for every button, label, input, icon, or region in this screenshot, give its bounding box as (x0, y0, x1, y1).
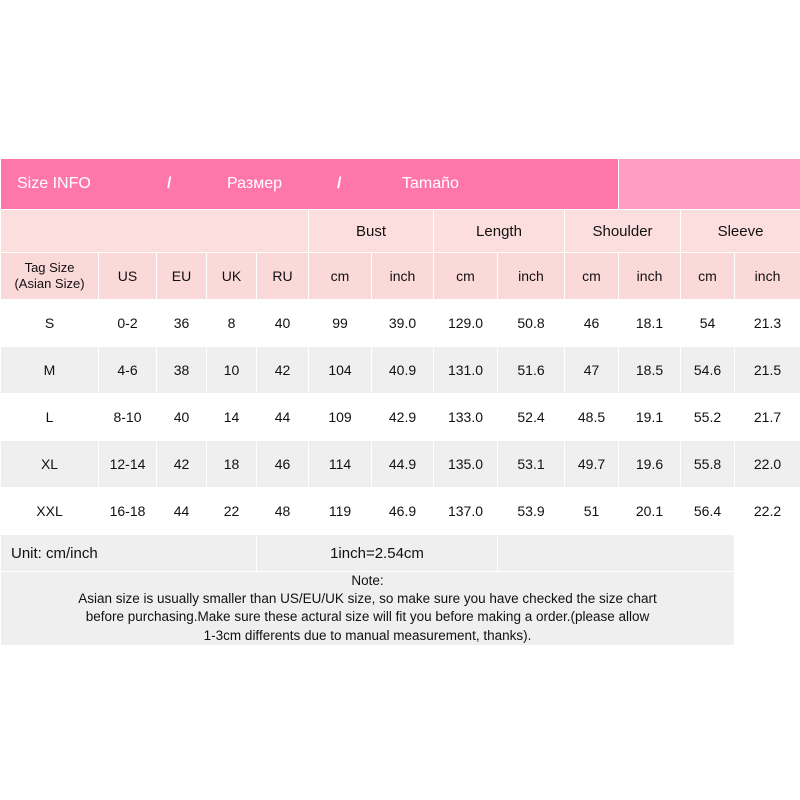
cell-length-cm: 133.0 (434, 394, 498, 441)
banner-razmer: Размер (227, 175, 282, 192)
cell-length-inch: 51.6 (498, 347, 565, 394)
cell-shoulder-cm: 48.5 (565, 394, 619, 441)
note-line-2: before purchasing.Make sure these actural size will fit you before making a order.(please allow (85, 609, 650, 625)
cell-length-inch: 52.4 (498, 394, 565, 441)
cell-sleeve-inch: 21.7 (735, 394, 800, 441)
banner-size-info: Size INFO (17, 175, 91, 192)
column-header-sleeve-cm: cm (681, 253, 735, 300)
cell-length-inch: 53.1 (498, 441, 565, 488)
cell-us: 16-18 (99, 488, 157, 535)
cell-shoulder-cm: 46 (565, 300, 619, 347)
cell-us: 0-2 (99, 300, 157, 347)
cell-uk: 8 (207, 300, 257, 347)
cell-shoulder-inch: 20.1 (619, 488, 681, 535)
group-header-length: Length (434, 210, 565, 253)
column-header-sleeve-inch: inch (735, 253, 800, 300)
note-line-3: 1-3cm differents due to manual measurement, thanks). (203, 627, 532, 643)
cell-sleeve-cm: 56.4 (681, 488, 735, 535)
cell-bust-inch: 46.9 (372, 488, 434, 535)
cell-tag-size: M (1, 347, 99, 394)
table-row (1, 488, 800, 535)
note-row (1, 572, 800, 646)
unit-label: Unit: cm/inch (1, 535, 257, 572)
group-header-row (1, 210, 800, 253)
cell-bust-inch: 42.9 (372, 394, 434, 441)
unit-filler (498, 535, 735, 572)
cell-sleeve-cm: 54 (681, 300, 735, 347)
cell-ru: 44 (257, 394, 309, 441)
cell-shoulder-cm: 47 (565, 347, 619, 394)
cell-shoulder-inch: 19.1 (619, 394, 681, 441)
group-header-shoulder: Shoulder (565, 210, 681, 253)
column-header-us: US (99, 253, 157, 300)
size-chart-container (0, 158, 800, 646)
cell-eu: 42 (157, 441, 207, 488)
cell-bust-inch: 40.9 (372, 347, 434, 394)
note-line-1: Asian size is usually smaller than US/EU/UK size, so make sure you have checked the size chart (78, 591, 657, 607)
note-title: Note: (351, 573, 384, 588)
banner-row (1, 159, 800, 210)
table-row (1, 347, 800, 394)
cell-uk: 10 (207, 347, 257, 394)
table-row (1, 394, 800, 441)
cell-bust-inch: 39.0 (372, 300, 434, 347)
column-header-bust-cm: cm (309, 253, 372, 300)
cell-shoulder-inch: 18.1 (619, 300, 681, 347)
cell-ru: 42 (257, 347, 309, 394)
tag-size-line-1: Tag Size (24, 259, 75, 275)
cell-sleeve-inch: 21.5 (735, 347, 800, 394)
cell-uk: 18 (207, 441, 257, 488)
column-header-length-inch: inch (498, 253, 565, 300)
column-header-shoulder-inch: inch (619, 253, 681, 300)
group-header-bust: Bust (309, 210, 434, 253)
column-header-length-cm: cm (434, 253, 498, 300)
column-header-row (1, 253, 800, 300)
cell-shoulder-inch: 19.6 (619, 441, 681, 488)
column-header-bust-inch: inch (372, 253, 434, 300)
cell-length-cm: 135.0 (434, 441, 498, 488)
banner-separator-2: / (337, 175, 342, 192)
tag-size-line-2: (Asian Size) (14, 276, 85, 291)
size-chart-table (0, 158, 800, 646)
cell-shoulder-cm: 49.7 (565, 441, 619, 488)
table-row (1, 441, 800, 488)
cell-us: 4-6 (99, 347, 157, 394)
cell-ru: 48 (257, 488, 309, 535)
column-header-uk: UK (207, 253, 257, 300)
cell-eu: 36 (157, 300, 207, 347)
cell-bust-inch: 44.9 (372, 441, 434, 488)
cell-ru: 46 (257, 441, 309, 488)
cell-sleeve-cm: 55.8 (681, 441, 735, 488)
cell-tag-size: XXL (1, 488, 99, 535)
cell-tag-size: S (1, 300, 99, 347)
table-row (1, 300, 800, 347)
cell-eu: 38 (157, 347, 207, 394)
cell-ru: 40 (257, 300, 309, 347)
cell-shoulder-inch: 18.5 (619, 347, 681, 394)
cell-bust-cm: 114 (309, 441, 372, 488)
cell-eu: 44 (157, 488, 207, 535)
banner-cell (1, 159, 619, 210)
unit-row (1, 535, 800, 572)
note-blank (735, 572, 800, 646)
unit-conversion: 1inch=2.54cm (257, 535, 498, 572)
column-header-ru: RU (257, 253, 309, 300)
cell-sleeve-inch: 22.2 (735, 488, 800, 535)
column-header-tag-size (1, 253, 99, 300)
cell-length-cm: 137.0 (434, 488, 498, 535)
cell-length-cm: 131.0 (434, 347, 498, 394)
cell-us: 8-10 (99, 394, 157, 441)
banner-separator-1: / (167, 175, 172, 192)
note-block (1, 572, 735, 646)
cell-tag-size: L (1, 394, 99, 441)
cell-sleeve-inch: 22.0 (735, 441, 800, 488)
cell-shoulder-cm: 51 (565, 488, 619, 535)
cell-uk: 14 (207, 394, 257, 441)
cell-sleeve-cm: 55.2 (681, 394, 735, 441)
cell-sleeve-inch: 21.3 (735, 300, 800, 347)
cell-bust-cm: 104 (309, 347, 372, 394)
cell-length-inch: 53.9 (498, 488, 565, 535)
cell-uk: 22 (207, 488, 257, 535)
column-header-shoulder-cm: cm (565, 253, 619, 300)
column-header-eu: EU (157, 253, 207, 300)
cell-tag-size: XL (1, 441, 99, 488)
cell-bust-cm: 109 (309, 394, 372, 441)
cell-us: 12-14 (99, 441, 157, 488)
group-header-blank (1, 210, 309, 253)
cell-bust-cm: 99 (309, 300, 372, 347)
cell-bust-cm: 119 (309, 488, 372, 535)
unit-blank (735, 535, 800, 572)
cell-sleeve-cm: 54.6 (681, 347, 735, 394)
banner-tamano: Tamaño (402, 175, 459, 192)
cell-eu: 40 (157, 394, 207, 441)
group-header-sleeve: Sleeve (681, 210, 800, 253)
banner-filler (619, 159, 800, 210)
cell-length-inch: 50.8 (498, 300, 565, 347)
cell-length-cm: 129.0 (434, 300, 498, 347)
